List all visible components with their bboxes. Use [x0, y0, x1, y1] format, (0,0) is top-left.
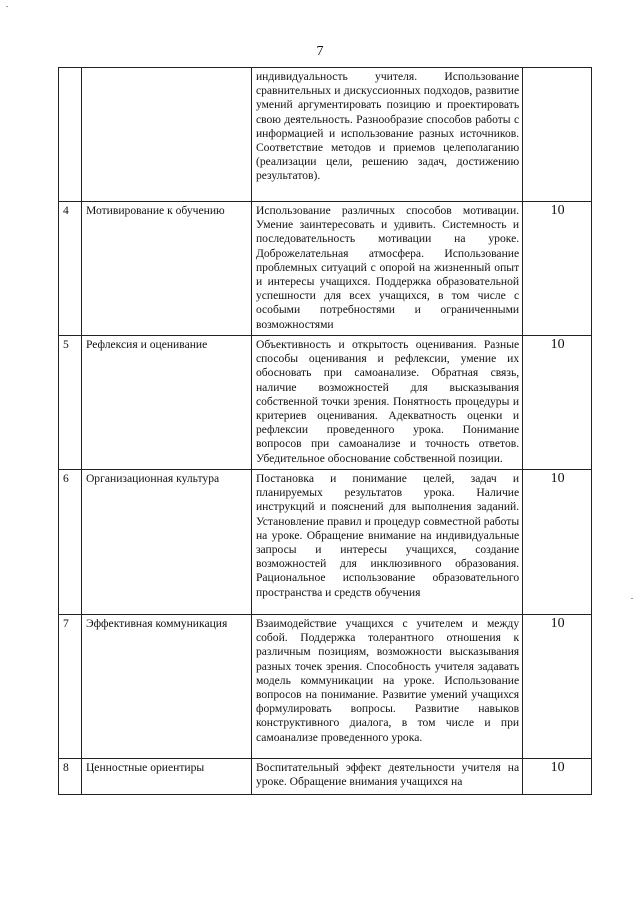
- row-number-cell: 4: [59, 202, 82, 336]
- page-number: 7: [316, 44, 324, 59]
- table-row: [59, 336, 592, 470]
- row-number-cell: 5: [59, 336, 82, 470]
- table-row: [59, 615, 592, 759]
- criteria-table: [58, 67, 592, 795]
- row-number-cell: 7: [59, 615, 82, 759]
- scan-mark: [6, 6, 8, 7]
- row-number-cell: 8: [59, 759, 82, 795]
- description-cell: Воспитательный эффект деятельности учителя на уроке. Обращение внимания учащихся на: [251, 759, 522, 795]
- description-cell: Объективность и открытость оценивания. Разные способы оценивания и рефлексии, умение их обосновать при самоанализе. Обратная связь, наличие возможностей для высказывания собственной точки зрения. Понятность процедуры и критериев оценивания. Адекватность оценки и рефлексии проведенного урока. Понимание вопросов при самоанализе и точность ответов. Убедительное обоснование собственной позиции.: [251, 336, 522, 470]
- criterion-cell: Эффективная коммуникация: [81, 615, 251, 759]
- score-cell: 10: [523, 202, 592, 336]
- row-number-cell: [59, 68, 82, 202]
- score-cell: 10: [523, 615, 592, 759]
- scan-mark: [631, 598, 633, 599]
- table-row: [59, 470, 592, 615]
- description-cell: Использование различных способов мотивации. Умение заинтересовать и удивить. Системность и последовательность мотивации на уроке. Доброжелательная атмосфера. Использование проблемных ситуаций с опорой на жизненный опыт и интересы учащихся. Поддержка образовательной успешности для всех учащихся, в том числе с особыми потребностями и ограниченными возможностями: [251, 202, 522, 336]
- criterion-cell: Организационная культура: [81, 470, 251, 615]
- score-cell: 10: [523, 470, 592, 615]
- description-cell: индивидуальность учителя. Использование сравнительных и дискуссионных подходов, развитие умений аргументировать позицию и проектировать свою деятельность. Разнообразие способов работы с информацией и использование разных источников. Соответствие методов и приемов целеполаганию (реализации цели, решению задач, достижению результатов).: [251, 68, 522, 202]
- row-number-cell: 6: [59, 470, 82, 615]
- criterion-cell: [81, 68, 251, 202]
- criterion-cell: Рефлексия и оценивание: [81, 336, 251, 470]
- score-cell: 10: [523, 336, 592, 470]
- description-cell: Взаимодействие учащихся с учителем и между собой. Поддержка толерантного отношения к различным позициям, возможности высказывания разных точек зрения. Способность учителя задавать модель коммуникации на уроке. Использование вопросов на понимание. Развитие умений учащихся формулировать вопросы. Развитие навыков конструктивного диалога, в том числе и при самоанализе проведенного урока.: [251, 615, 522, 759]
- score-cell: 10: [523, 759, 592, 795]
- criterion-cell: Мотивирование к обучению: [81, 202, 251, 336]
- score-cell: [523, 68, 592, 202]
- table-row: [59, 759, 592, 795]
- description-cell: Постановка и понимание целей, задач и планируемых результатов урока. Наличие инструкций и пояснений для выполнения заданий. Установление правил и процедур совместной работы на уроке. Обращение внимание на индивидуальные запросы и интересы учащихся, создание возможностей для инклюзивного образования. Рациональное использование образовательного пространства и средств обучения: [251, 470, 522, 615]
- table-row: [59, 202, 592, 336]
- criterion-cell: Ценностные ориентиры: [81, 759, 251, 795]
- table-row-continuation: [59, 68, 592, 202]
